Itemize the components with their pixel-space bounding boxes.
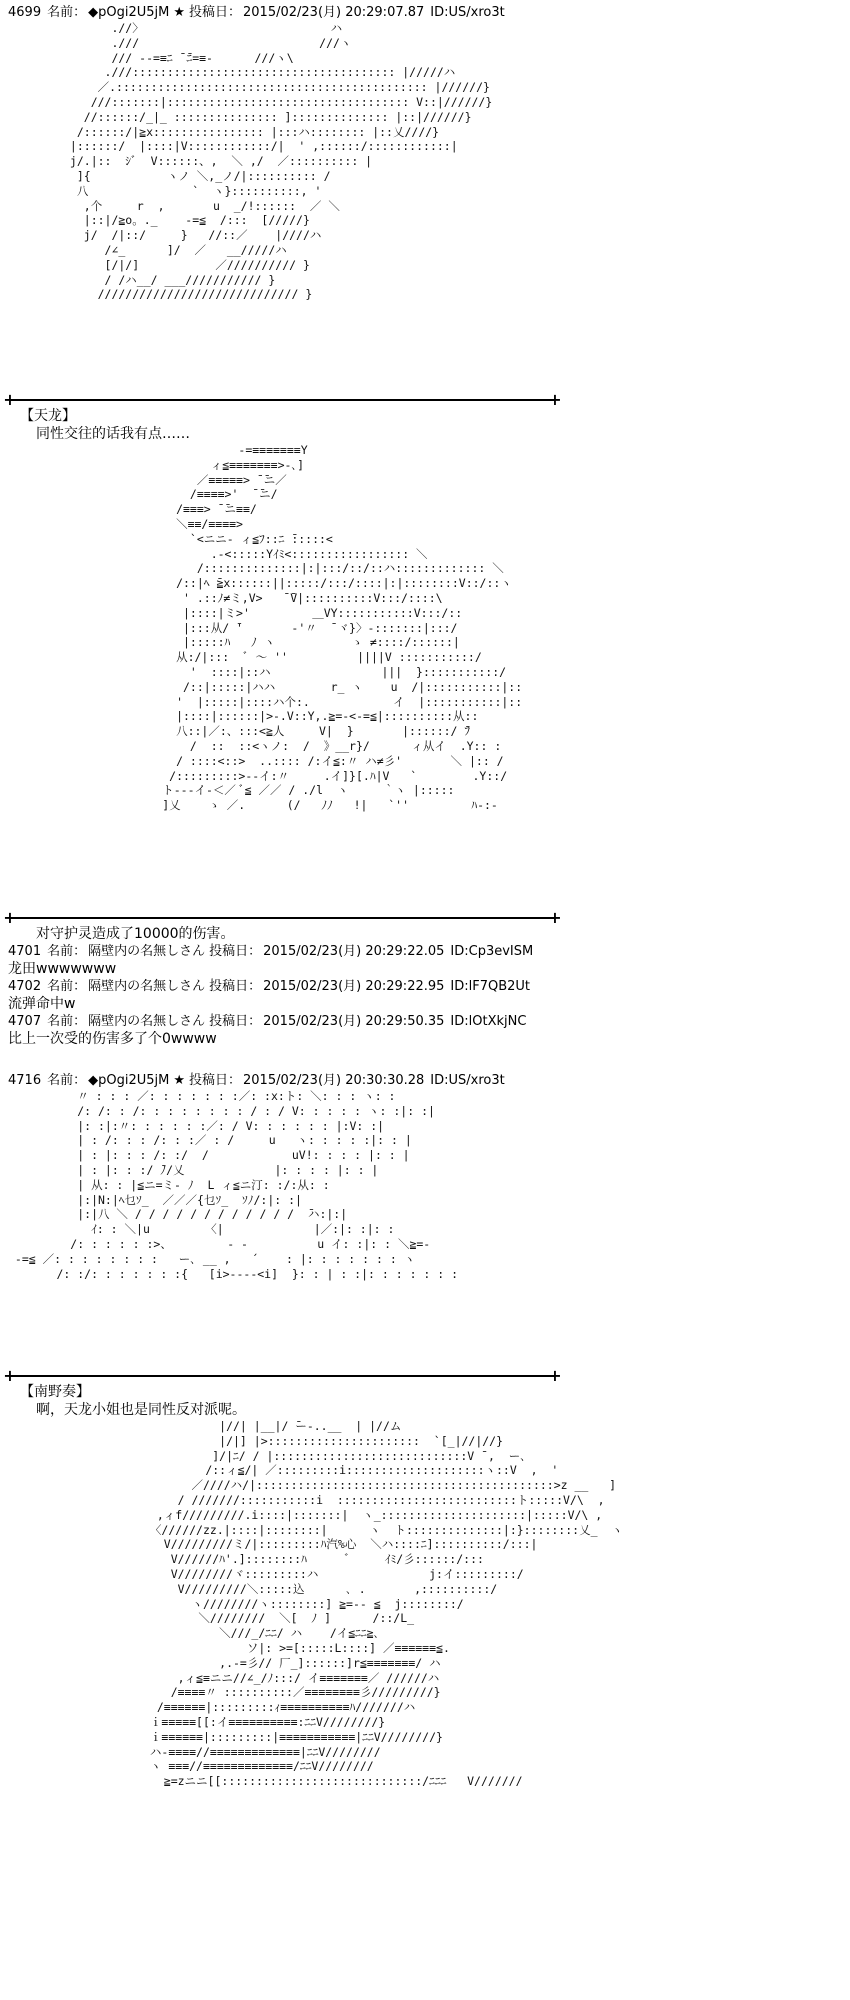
speaker-label: 【南野奏】 bbox=[20, 1384, 90, 1400]
divider-line bbox=[10, 1375, 555, 1377]
tripcode: ◆pOgi2U5jM bbox=[88, 5, 170, 20]
dialogue-line: 同性交往的话我有点…… bbox=[36, 426, 190, 442]
post-number[interactable]: 4707 bbox=[8, 1014, 42, 1029]
star-icon: ★ bbox=[173, 1073, 185, 1088]
post-date: 2015/02/23(月) 20:29:22.05 bbox=[263, 944, 445, 959]
plus-icon: + bbox=[3, 390, 17, 409]
post-number[interactable]: 4699 bbox=[8, 5, 42, 20]
divider-line bbox=[10, 917, 555, 919]
ascii-art: -=≡≡≡≡≡≡≡Y ィ≦≡≡≡≡≡≡≡>-､] ／≡≡≡≡≡> ̄ ̄ニ／ /≡≡≡≡>' ̄ ̄ニ/ /≡≡≡> ̄ ̄ニ≡≡/ ＼≡≡/≡≡≡≡> `<ニニ- ィ≦ﾌ::ﾆ ̄:::::< .-<:::::Yｲﾐ<::::::::::::::::: ＼ /::::::::::::::|:|:::/::/::ハ::::::::::::: ＼ /::|ﾍ ̄≧x::::::||:::::/:::/::::|:|::::::::V::/::ヽ ' .::ﾉ≠ミ,V> ̄ ̄V|::::::::::V:::/::::\ |::::|ミ>' ＿VY:::::::::::V:::/:: |:::从/ ̄' ‐'〃 ̄ ヾ}〉-:::::::|:::/ |:::::ﾊ ﾉ ヽ ゝ ≠::::/::::::| 从:/|::: ﾞ ～ '' ||||V :::::::::::/ ' ::::|::ハ ||| }:::::::::::/ /::|:::::|ハハ r_ ヽ u /|:::::::::::|:: ' |:::::|::::ハ个:. イ |:::::::::::|:: |::::|::::::|>-.V::Y,.≧=-<-=≦|::::::::::从:: 八::|／:、:::<≧人 V| } |::::::/ ̄ﾌ / :: ::<ヽノ: / 》__r}/ ィ从イ .Y:: : / ::::<::> ..:::: /:イ≦:〃 ハ≠彡' ＼ |:: / /:::::::::>--イ:〃 .イ]}[.ﾊ|V ` .Y::/ ト---イ-＜／ ﾞ≦ ／／ / ./l ヽ ｀ヽ |::::: ]乂 ゝ ／. (/ ﾉﾉ !| `'' ﾊ-:- bbox=[162, 443, 523, 813]
posted-label: 投稿日： bbox=[189, 5, 242, 20]
post-id: ID:lF7QB2Ut bbox=[450, 979, 531, 994]
dialogue-line: 啊，天龙小姐也是同性反对派呢。 bbox=[36, 1402, 246, 1418]
ascii-art: .//〉 ハ ./// ///ヽ /// --=≡ﾆ ̄ ̄ﾆ=≡- ///ヽ\ .///:::::::::::::::::::::::::::::::::::::: |/////ハ ／.::::::::::::::::::::::::::::::::::::::::::::: |//////} ///:::::::|::::::::::::::::::::::::::::::::::: V::|//////} //::::::/_|_ ::::::::::::::: ]:::::::::::::: |::|//////} /::::::/|≧x:::::::::::::::: |:::ハ:::::::: |::乂////} |::::::/ |::::|V::::::::::::/| ' ,::::::/::::::::::::| j/.|:: ｼﾞ V::::::、, ＼ ,/ ／:::::::::: | ]{ ヽノ ＼,_ノ/|:::::::::: / 八 ` ヽ}::::::::::, ' ,个 r , u _/!:::::: ／ ＼ |::|/≧o。._ -=≦ /::: [/////} j/ /|::/ } //::／ |////ハ /∠_ ]/ ／ __/////ハ [/|/] ／////////// } / /ハ__/ ___/////////// } ///////////////////////////// } bbox=[69, 21, 493, 302]
post-date: 2015/02/23(月) 20:30:30.28 bbox=[243, 1073, 425, 1088]
post-header bbox=[8, 1072, 698, 1089]
plus-icon: + bbox=[548, 390, 562, 409]
name-label: 名前： bbox=[47, 1073, 87, 1088]
divider bbox=[3, 390, 562, 409]
star-icon: ★ bbox=[173, 5, 185, 20]
post-number[interactable]: 4701 bbox=[8, 944, 42, 959]
reply-text: 龙田wwwwwww bbox=[8, 961, 117, 977]
post-id: ID:US/xro3t bbox=[430, 1073, 505, 1088]
reply-header bbox=[8, 1013, 698, 1030]
post-date: 2015/02/23(月) 20:29:22.95 bbox=[263, 979, 445, 994]
dialogue-line: 对守护灵造成了10000的伤害。 bbox=[36, 926, 235, 942]
poster-name: 隔壁内の名無しさん bbox=[88, 1014, 206, 1029]
post-header bbox=[8, 4, 698, 21]
plus-icon: + bbox=[548, 908, 562, 927]
name-label: 名前： bbox=[47, 944, 87, 959]
tripcode: ◆pOgi2U5jM bbox=[88, 1073, 170, 1088]
posted-label: 投稿日： bbox=[209, 979, 262, 994]
posted-label: 投稿日： bbox=[209, 1014, 262, 1029]
post-date: 2015/02/23(月) 20:29:07.87 bbox=[243, 5, 425, 20]
post-number[interactable]: 4716 bbox=[8, 1073, 42, 1088]
divider-line bbox=[10, 399, 555, 401]
ascii-art: 〃 : : : ／: : : : : : :／: :x:ト: ＼: : : ヽ: : /: /: : /: : : : : : : : / : / V: : : : : ヽ: :|: :| |: :|:〃: : : : : :／: / V: : : : : : |:V: :| | : /: : : /: : :／ : / u ヽ: : : : :|: : | | : |: : : /: :/ / uV!: : : : |: : | | : |: : :/ ̄ﾉ/乂 |: : : : |: : | | 从: : |≦ニ=ミ- ﾉ L ィ≦ニ汀: :/:从: : |:|N:|ﾍ乜ｿ_ ／／／{乜ｿ_ ｿﾉ/:|: :| |:|八 ＼ / / / / / / / / / / / / ̄ハ:|:| ｲ: : ＼|u 〈| |／:|: :|: : /: : : : : :>、 ‐ ‐ u イ: :|: : ＼≧=- -=≦ ／: : : : : : : : ー､ __ , ´ : |: : : : : : : ヽ /: :/: : : : : : :{ [i>----<i] }: : | : :|: : : : : : : bbox=[14, 1089, 459, 1281]
post-id: ID:US/xro3t bbox=[430, 5, 505, 20]
plus-icon: + bbox=[548, 1366, 562, 1385]
post-id: ID:lOtXkjNC bbox=[450, 1014, 527, 1029]
divider bbox=[3, 908, 562, 927]
divider bbox=[3, 1366, 562, 1385]
plus-icon: + bbox=[3, 1366, 17, 1385]
plus-icon: + bbox=[3, 908, 17, 927]
post-id: ID:Cp3evISM bbox=[450, 944, 534, 959]
name-label: 名前： bbox=[47, 5, 87, 20]
name-label: 名前： bbox=[47, 1014, 87, 1029]
speaker-label: 【天龙】 bbox=[20, 408, 76, 424]
posted-label: 投稿日： bbox=[189, 1073, 242, 1088]
name-label: 名前： bbox=[47, 979, 87, 994]
reply-header bbox=[8, 943, 698, 960]
posted-label: 投稿日： bbox=[209, 944, 262, 959]
post-date: 2015/02/23(月) 20:29:50.35 bbox=[263, 1014, 445, 1029]
poster-name: 隔壁内の名無しさん bbox=[88, 979, 206, 994]
reply-text: 流弹命中w bbox=[8, 996, 76, 1012]
reply-text: 比上一次受的伤害多了个0wwww bbox=[8, 1031, 217, 1047]
reply-header bbox=[8, 978, 698, 995]
post-number[interactable]: 4702 bbox=[8, 979, 42, 994]
thread-content bbox=[3, 4, 698, 1959]
spacer bbox=[8, 1048, 698, 1072]
ascii-art: |//| |__|/ ̄ー-..__ | |//ム |/|] |>:::::::::::::::::::::: `[_|//|//} ]/|ﾆ/ / |::::::::::::::::::::::::::::V ̄ , ー､ /::ィ≦/| ／:::::::::i::::::::::::::::::::ヽ::V , ' ／////ハ/|:::::::::::::::::::::::::::::::::::::::::::>z __ ] / ///////:::::::::::i ::::::::::::::::::::::::::ト:::::V/\ , ,ィf/////////.i::::|:::::::| ヽ_:::::::::::::::::::::|:::::V/\ , 〈//////zz.|::::|::::::::| ヽ ト::::::::::::::|:}::::::::乂_ ヽ V/////////ミ/|:::::::::ﾊ汽%心 ＼ハ::::ﾆ]::::::::::/:::| V//////ﾊ'.]::::::::ﾊ ﾞ ｲﾐ/彡::::::/::: V////////ヾ:::::::::ハ j:イ:::::::::/ V/////////＼:::::込 ､ . ,::::::::::/ ヽ////////ヽ::::::::] ≧=-- ≦ j::::::::/ ＼//////// ＼[ ﾉ ] /::/L_ ＼///_/ﾆﾆ/ ハ /イ≦ﾆﾆ≧､ ソ|: >=[:::::L::::] ／≡≡≡≡≡≡≦. ,.-=彡// 厂_]::::::]r≦≡≡≡≡≡≡≡/ ハ ,ィ≦≡ニニ//∠_/ﾉ:::/ イ≡≡≡≡≡≡≡／ //////ハ /≡≡≡≡〃 ::::::::::／≡≡≡≡≡≡≡≡彡/////////} /≡≡≡≡≡≡|:::::::::ｨ≡≡≡≡≡≡≡≡≡≡ﾊ///////ハ ｉ≡≡≡≡≡[[:イ≡≡≡≡≡≡≡≡≡≡:ﾆﾆV////////} ｉ≡≡≡≡≡≡|:::::::::|≡≡≡≡≡≡≡≡≡≡≡|ﾆﾆV////////} ハ-≡≡≡≡//≡≡≡≡≡≡≡≡≡≡≡≡≡|ﾆﾆV//////// ヽ ≡≡≡//≡≡≡≡≡≡≡≡≡≡≡≡≡/ﾆﾆV//////// ≧=zニニ[[:::::::::::::::::::::::::::::/ﾆﾆﾆ V/////// bbox=[149, 1419, 623, 1789]
poster-name: 隔壁内の名無しさん bbox=[88, 944, 206, 959]
